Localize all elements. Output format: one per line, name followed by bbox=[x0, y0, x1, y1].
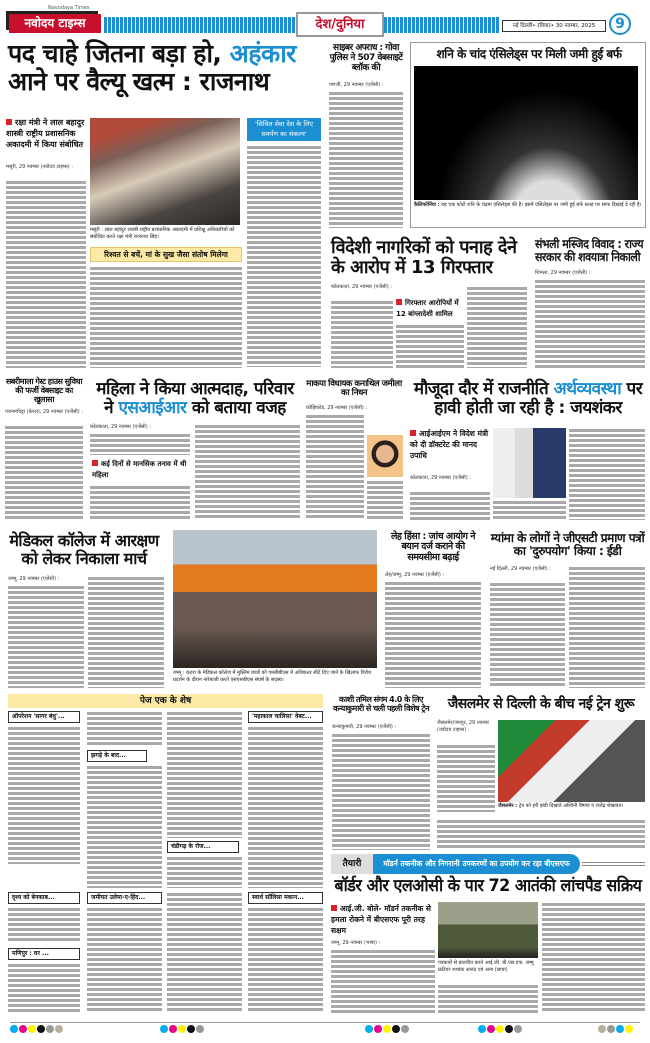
jameela-dateline: कोझिकोड, 29 नवम्बर (एजेंसी) : bbox=[306, 405, 402, 412]
sabarimala-headline: सबरीमाला गेस्ट हाउस सुविधा की फर्जी वेबसाइट का खुलासा bbox=[5, 377, 83, 404]
lead-headline bbox=[8, 40, 322, 95]
continuation-label: झगड़े के बाद... bbox=[87, 750, 147, 762]
immolation-dateline: कोलकाता, 29 नवम्बर (एजेंसी) : bbox=[90, 424, 190, 431]
sambhal-dateline: शिमला, 29 नवम्बर (एजेंसी) : bbox=[535, 270, 645, 277]
saturn-photo bbox=[414, 66, 638, 200]
lead-yellow-box: रिश्वत से बचें, मां के सुख जैसा संतोष मिलेगा bbox=[90, 247, 242, 262]
bsf-dateline: जम्मू, 29 नवम्बर (भाषा) : bbox=[331, 940, 435, 947]
immolation-body-text bbox=[90, 433, 190, 455]
continuation-label: 'महाकाल चालिसा' वेबट... bbox=[248, 711, 323, 723]
goa-dateline: पणजी, 29 नवम्बर (एजेंसी) : bbox=[329, 82, 403, 89]
jaishankar-subhead: आईआईएम ने विदेश मंत्री को दी डॉक्टरेट की मानद उपाधि bbox=[410, 429, 489, 460]
continuation-label: दृश्य को बेनकाब... bbox=[8, 892, 80, 904]
masthead-logo: नवोदय टाइम्स bbox=[9, 14, 101, 33]
dateline-box: नई दिल्ली• रविवार• 30 नवम्बर, 2025 bbox=[502, 20, 606, 32]
continuation-text bbox=[248, 726, 323, 888]
medical-body-text bbox=[8, 585, 84, 688]
lead-photo bbox=[90, 118, 240, 225]
lead-yellow-box-text bbox=[90, 266, 242, 368]
page-number: 9 bbox=[609, 13, 631, 35]
continuation-text bbox=[8, 963, 80, 1013]
foreigners-body-text bbox=[331, 300, 393, 368]
medical-headline: मेडिकल कॉलेज में आरक्षण को लेकर निकाला मार्च bbox=[9, 531, 159, 568]
continuation-text bbox=[167, 856, 242, 888]
medical-photo-caption: जम्मू : कटरा के मेडिकल कॉलेज में मुस्लिम छात्रों को एमबीबीएस में अधिकतर सीटें दिए जाने के खिलाफ विरोध प्रदर्शन के दौरान नारेबाजी करते एसएसबीएस संघर्ष के सदस्य। bbox=[173, 670, 377, 684]
bsf-body-text bbox=[331, 949, 435, 1013]
lead-body-text bbox=[6, 180, 86, 368]
bsf-kicker: तैयारी bbox=[331, 854, 373, 874]
jaishankar-photo-text bbox=[493, 500, 566, 520]
leh-headline: लेह हिंसा : जांच आयोग ने बयान दर्ज कराने की समयसीमा बढ़ाई bbox=[390, 531, 476, 563]
lead-dateline: मसूरी, 29 नवम्बर (नवोदय टाइम्स) : bbox=[6, 164, 86, 171]
lead-photo-caption: मसूरी : लाल बहादुर शास्त्री राष्ट्रीय प्रशासनिक अकादमी में प्रशिक्षु अधिकारियों को संबोधित करते रक्षा मंत्री राजनाथ सिंह। bbox=[90, 227, 242, 241]
sabarimala-dateline: पथनमथिट्टा (केरल), 29 नवम्बर (एजेंसी) : bbox=[5, 409, 83, 415]
immolation-headline bbox=[90, 380, 300, 417]
saturn-caption-label: कैलिफोर्निया : bbox=[414, 202, 440, 208]
continuation-label: चंडीगढ़ के रोज... bbox=[167, 841, 239, 853]
bsf-headline: बॉर्डर और एलओसी के पार 72 आतंकी लांचपैड सक्रिय bbox=[334, 876, 642, 896]
lead-blue-box: 'सिविल सेवा देश के लिए समर्पण का संकल्प' bbox=[247, 118, 321, 141]
immolation-body-text-2 bbox=[195, 424, 300, 520]
kashi-headline: काशी तमिल संगम 4.0 के लिए कन्याकुमारी से चली पहली विशेष ट्रेन bbox=[333, 695, 429, 713]
foreigners-headline: विदेशी नागरिकों को पनाह देने के आरोप में 13 गिरफ्तार bbox=[331, 237, 517, 278]
continuation-text bbox=[87, 711, 162, 747]
jaisalmer-caption-text: ट्रेन को हरी झंडी दिखाते अश्विनी वैष्णव व राजेंद्र शेखावत। bbox=[518, 803, 624, 809]
immolation-headline-highlight: एसआईआर bbox=[118, 397, 187, 418]
masthead-small-label: Navodaya Times bbox=[48, 5, 90, 11]
bsf-body-text-3 bbox=[542, 902, 645, 1013]
sabarimala-body-text bbox=[5, 425, 83, 520]
saturn-headline: शनि के चांद एंसिलेड्स पर मिली जमी हुई बर्फ bbox=[436, 47, 622, 61]
sambhal-body-text bbox=[535, 279, 645, 368]
lead-subhead: रक्षा मंत्री ने लाल बहादुर शास्त्री राष्ट्रीय प्रशासनिक अकादमी में किया संबोधित bbox=[6, 117, 88, 150]
bsf-caption: पत्रकारों से बातचीत करते आई.जी. बी.एस.एफ. जम्मू फ्रंटियर शशांक आनंद एवं अन्य (छाया) bbox=[438, 960, 538, 974]
continuation-label: ऑपरेशन 'सागर बंधु'... bbox=[8, 711, 80, 723]
jameela-photo bbox=[367, 435, 403, 477]
continuation-text bbox=[87, 765, 162, 888]
jameela-headline: माकपा विधायक कनाथिल जमीला का निधन bbox=[306, 379, 402, 399]
section-tab: देश/दुनिया bbox=[296, 12, 384, 37]
jaisalmer-caption-label: जैसलमेर : bbox=[498, 803, 518, 809]
continuation-text bbox=[167, 892, 242, 1013]
jaishankar-body-text-2 bbox=[569, 428, 645, 520]
immolation-headline-part: महिला ने किया आत्मदाह, परिवार ने bbox=[96, 379, 294, 418]
myanmar-headline: म्यांमा के लोगों ने जीएसटी प्रमाण पत्रों का 'दुरुपयोग' किया : ईडी bbox=[490, 531, 645, 559]
medical-protest-photo bbox=[173, 530, 377, 668]
foreigners-subhead: गिरफ्तार आरोपियों में 12 बांग्लादेशी शामिल bbox=[396, 298, 464, 320]
kashi-dateline: कन्याकुमारी, 29 नवम्बर (एजेंसी) : bbox=[332, 724, 430, 731]
jaisalmer-headline: जैसलमेर से दिल्ली के बीच नई ट्रेन शुरू bbox=[447, 696, 635, 712]
myanmar-body-text bbox=[490, 582, 565, 688]
leh-body-text bbox=[385, 581, 481, 688]
bsf-banner-rule bbox=[582, 862, 645, 866]
sambhal-headline: संभली मस्जिद विवाद : राज्य सरकार की शवयात्रा निकाली bbox=[535, 237, 644, 265]
myanmar-body-text-2 bbox=[569, 566, 645, 688]
continuation-text bbox=[8, 726, 80, 864]
myanmar-dateline: नई दिल्ली, 29 नवम्बर (एजेंसी) : bbox=[490, 566, 565, 573]
foreigners-body-text-3 bbox=[396, 324, 464, 368]
continuation-label: स्वार्थ सॉलिसा मकान... bbox=[248, 892, 323, 904]
lead-headline-part: पद चाहे जितना बड़ा हो, bbox=[8, 39, 230, 68]
continuation-text bbox=[167, 711, 242, 838]
bsf-banner: मॉडर्न तकनीक और निगरानी उपकरणों का उपयोग कर रहा बीएसएफ bbox=[373, 854, 580, 874]
jaisalmer-caption bbox=[498, 803, 645, 810]
jaishankar-body-text bbox=[410, 491, 490, 520]
continuation-text bbox=[87, 907, 162, 1013]
lead-headline-part: आने पर वैल्यू खत्म : राजनाथ bbox=[8, 66, 270, 96]
continuation-label: जमीयत उलेमा-ए-हिंद... bbox=[87, 892, 162, 904]
page-one-banner: पेज एक के शेष bbox=[8, 694, 323, 708]
continuation-text bbox=[248, 907, 323, 1013]
medical-dateline: जम्मू, 29 नवम्बर (एजेंसी) : bbox=[8, 576, 84, 583]
immolation-subhead: कई दिनों से मानसिक तनाव में थी महिला bbox=[92, 460, 187, 479]
goa-body-text bbox=[329, 91, 403, 228]
jaishankar-headline bbox=[410, 380, 646, 417]
saturn-caption bbox=[414, 202, 642, 209]
bsf-subhead: आई.जी. बोले- मॉडर्न तकनीक से हमला रोकने में बीएसएफ पूरी तरह सक्षम bbox=[331, 903, 435, 936]
jaishankar-headline-highlight: अर्थव्यवस्था bbox=[553, 379, 622, 399]
immolation-headline-part: को बताया वजह bbox=[186, 397, 286, 418]
immolation-body-text-3 bbox=[90, 485, 190, 520]
leh-dateline: लेह/जम्मू, 29 नवम्बर (एजेंसी) : bbox=[385, 572, 481, 579]
registration-marks bbox=[10, 1022, 640, 1032]
lead-blue-box-text bbox=[247, 145, 321, 367]
saturn-caption-text: यह एक फोटो शनि के चंद्रमा एंसिलेड्स की है। इसमें एंसिलेड्स पर जमी हुई बर्फ सतह पर साफ दिखाई दे रही है। bbox=[441, 202, 642, 208]
jaishankar-dateline: कोलकाता, 29 नवम्बर (एजेंसी) : bbox=[410, 475, 490, 482]
jaisalmer-body-text-2 bbox=[437, 819, 645, 850]
kashi-body-text bbox=[332, 733, 430, 850]
medical-body-text-2 bbox=[88, 576, 164, 688]
continuation-label: मणिपुर : घर ... bbox=[8, 948, 80, 960]
jaisalmer-body-text bbox=[437, 744, 495, 812]
goa-headline: साइबर अपराध : गोवा पुलिस ने 507 वेबसाइटें ब्लॉक की bbox=[329, 43, 403, 73]
bsf-photo bbox=[438, 902, 538, 958]
jaishankar-headline-part: मौजूदा दौर में राजनीति bbox=[413, 379, 554, 399]
foreigners-body-text-2 bbox=[467, 286, 527, 368]
jaishankar-headline-part: पर हावी होती जा रही है : जयशंकर bbox=[434, 379, 643, 418]
jameela-body-text-2 bbox=[367, 480, 403, 520]
jameela-body-text bbox=[306, 414, 364, 520]
jaisalmer-dateline: जैसलमेर/जयपुर, 29 नवम्बर (नवोदय टाइम्स) : bbox=[437, 720, 495, 734]
lead-headline-highlight: अहंकार bbox=[229, 39, 296, 68]
jaishankar-photo bbox=[493, 428, 566, 498]
foreigners-dateline: कोलकाता, 29 नवम्बर (एजेंसी) : bbox=[331, 284, 392, 290]
continuation-text bbox=[8, 907, 80, 943]
bsf-body-text-2 bbox=[438, 984, 538, 1013]
jaisalmer-photo bbox=[498, 720, 645, 802]
